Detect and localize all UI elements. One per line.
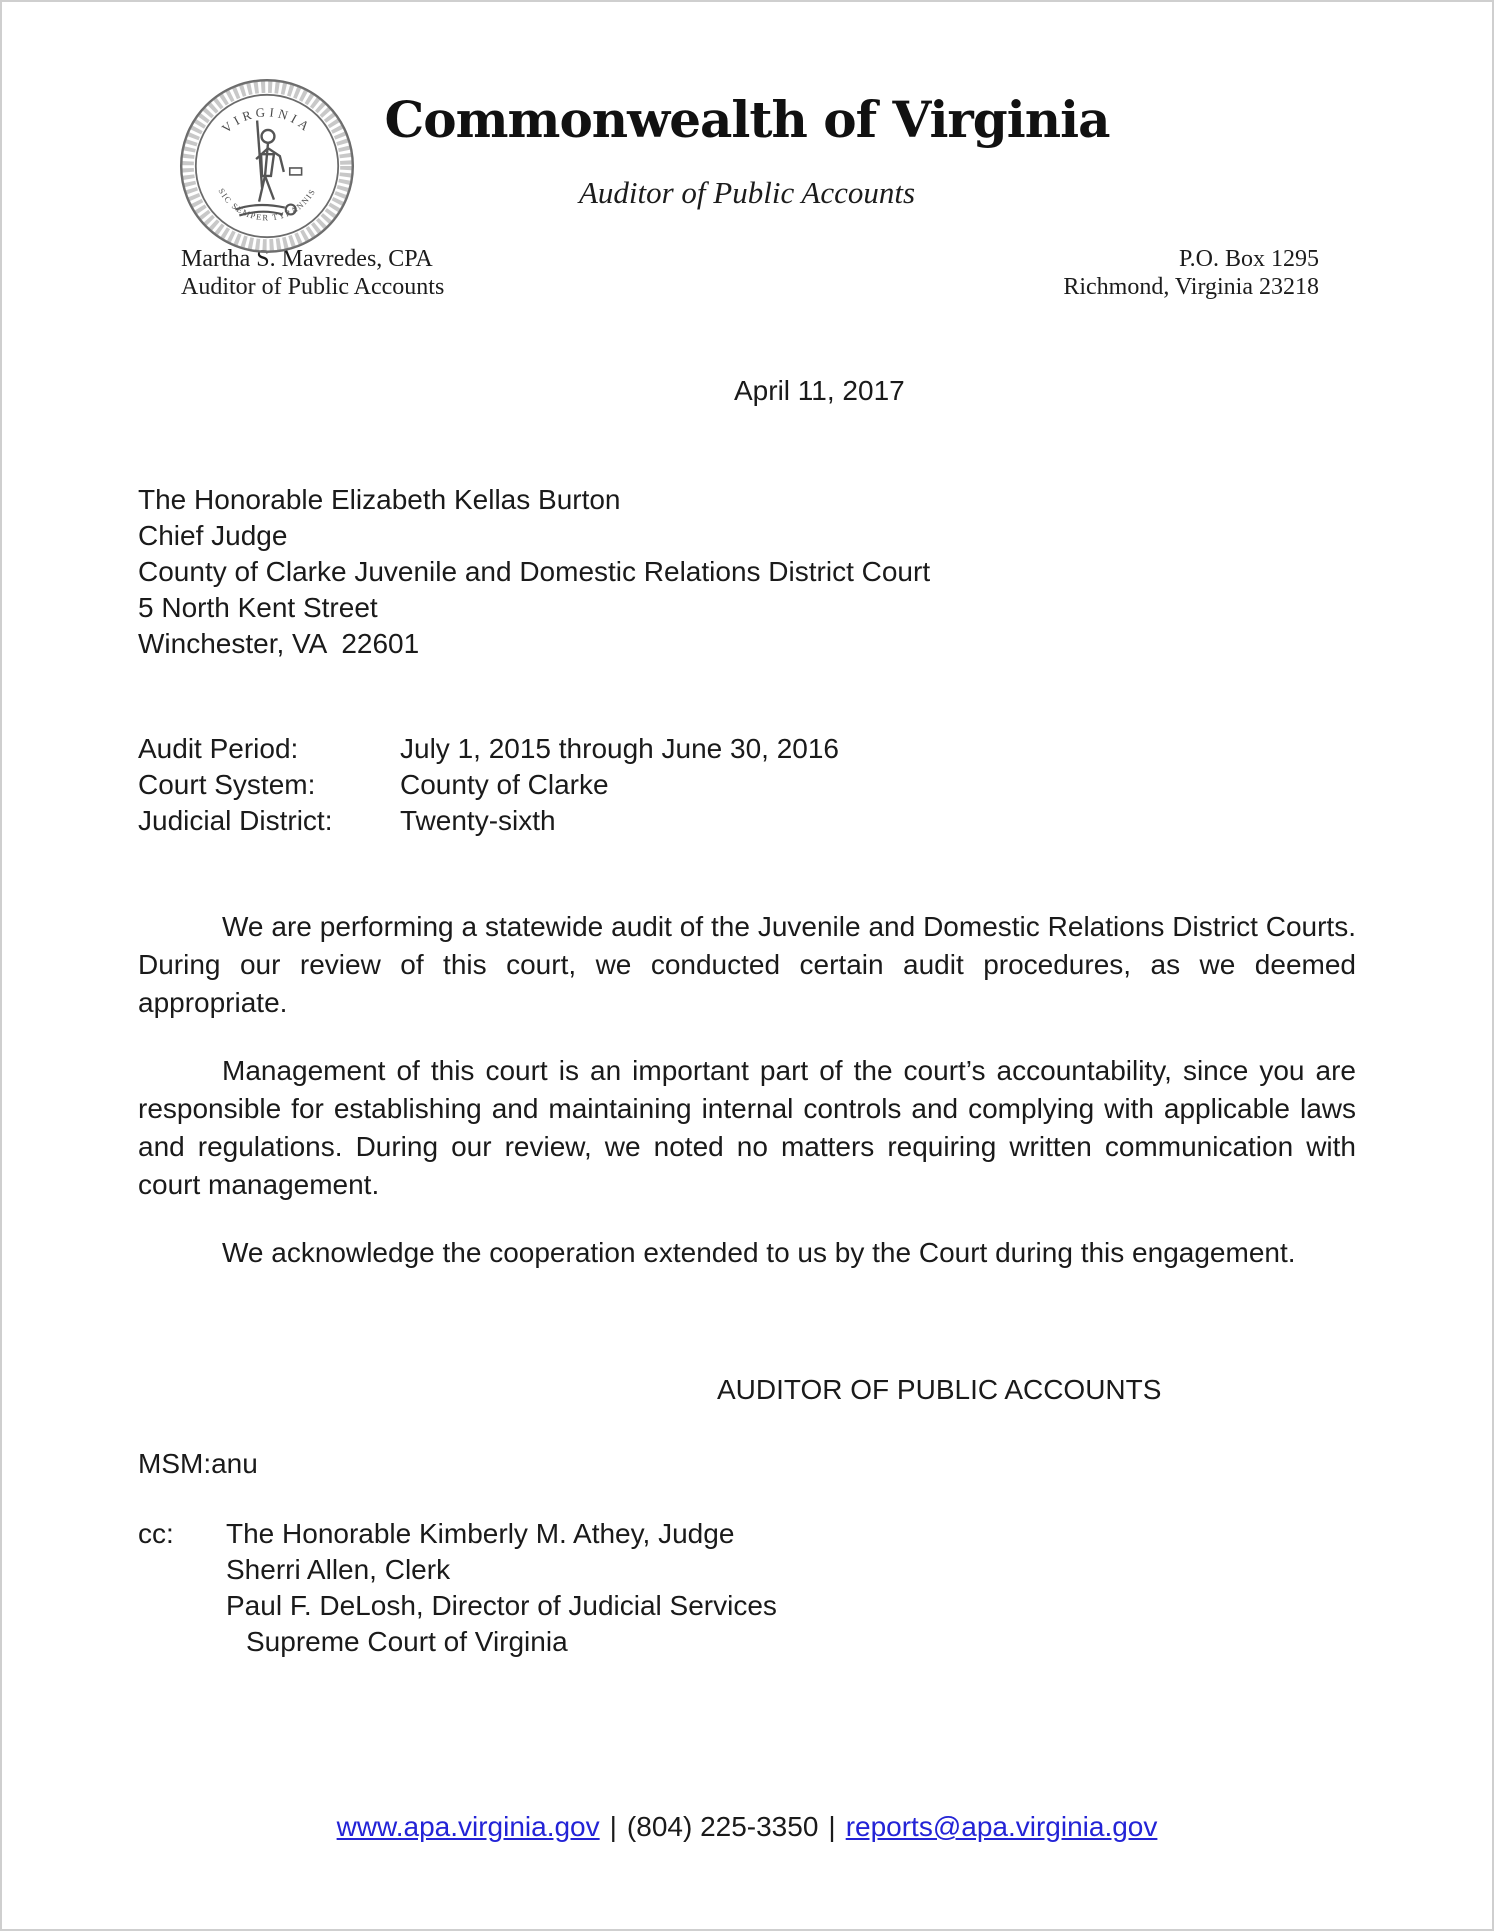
cc-name: The Honorable Kimberly M. Athey, Judge: [226, 1518, 735, 1549]
audit-value: Twenty-sixth: [400, 805, 556, 836]
footer-email-link[interactable]: reports@apa.virginia.gov: [845, 1811, 1158, 1842]
recipient-address-block: [138, 482, 1356, 662]
signature-line: AUDITOR OF PUBLIC ACCOUNTS: [717, 1374, 1162, 1405]
seal-bottom-text: SIC SEMPER TYRANNIS: [216, 186, 318, 223]
city-state-zip-line: Richmond, Virginia 23218: [1063, 274, 1319, 300]
audit-label: Judicial District:: [138, 805, 333, 836]
official-title: Auditor of Public Accounts: [181, 274, 445, 300]
footer-separator: |: [828, 1811, 836, 1842]
footer-website-link[interactable]: www.apa.virginia.gov: [336, 1811, 600, 1842]
seal-crown-detail: [290, 168, 302, 175]
virginia-seal-graphic: [178, 77, 356, 255]
cc-block: [138, 1516, 1356, 1660]
seal-top-text: VIRGINIA: [219, 105, 315, 136]
footer-separator: |: [609, 1811, 617, 1842]
org-subtitle: Auditor of Public Accounts: [578, 175, 916, 210]
body-paragraph: Management of this court is an important part of the court’s accountability, since you are responsible for establishing and maintaining internal controls and complying with applicable laws and regulations. During our review, we noted no matters requiring written communication with court management.: [138, 1055, 1356, 1200]
recipient-line: Winchester, VA 22601: [138, 628, 420, 659]
body-paragraph: We are performing a statewide audit of the Juvenile and Domestic Relations District Courts. During our review of this court, we conducted certain audit procedures, as we deemed appropriate.: [138, 911, 1356, 1018]
recipient-line: Chief Judge: [138, 520, 288, 551]
letter-body: [138, 908, 1356, 1272]
audit-info-row: [138, 803, 1356, 839]
cc-label: cc:: [138, 1518, 174, 1549]
reference-initials: MSM:anu: [138, 1448, 258, 1479]
audit-value: County of Clarke: [400, 769, 609, 800]
cc-name: Paul F. DeLosh, Director of Judicial Services: [226, 1590, 777, 1621]
official-name: Martha S. Mavredes, CPA: [181, 246, 433, 272]
footer-contact-line: [2, 1808, 1492, 1846]
virginia-state-seal: [178, 77, 356, 255]
audit-info-row: [138, 731, 1356, 767]
audit-info-row: [138, 767, 1356, 803]
footer-phone: (804) 225-3350: [626, 1811, 819, 1842]
recipient-line: The Honorable Elizabeth Kellas Burton: [138, 484, 621, 515]
letterhead: [138, 2, 1356, 301]
audit-value: July 1, 2015 through June 30, 2016: [400, 733, 840, 764]
body-paragraph: We acknowledge the cooperation extended to us by the Court during this engagement.: [222, 1237, 1296, 1268]
audit-label: Court System:: [138, 769, 316, 800]
audit-label: Audit Period:: [138, 733, 299, 764]
org-title: Commonwealth of Virginia: [384, 90, 1110, 149]
po-box-line: P.O. Box 1295: [1178, 246, 1319, 272]
letter-date: April 11, 2017: [734, 375, 905, 406]
cc-name: Supreme Court of Virginia: [246, 1626, 568, 1657]
seal-virtus-figure: [256, 121, 284, 202]
recipient-line: County of Clarke Juvenile and Domestic Relations District Court: [138, 556, 931, 587]
cc-name: Sherri Allen, Clerk: [226, 1554, 451, 1585]
audit-info-block: [138, 731, 1356, 839]
recipient-line: 5 North Kent Street: [138, 592, 378, 623]
